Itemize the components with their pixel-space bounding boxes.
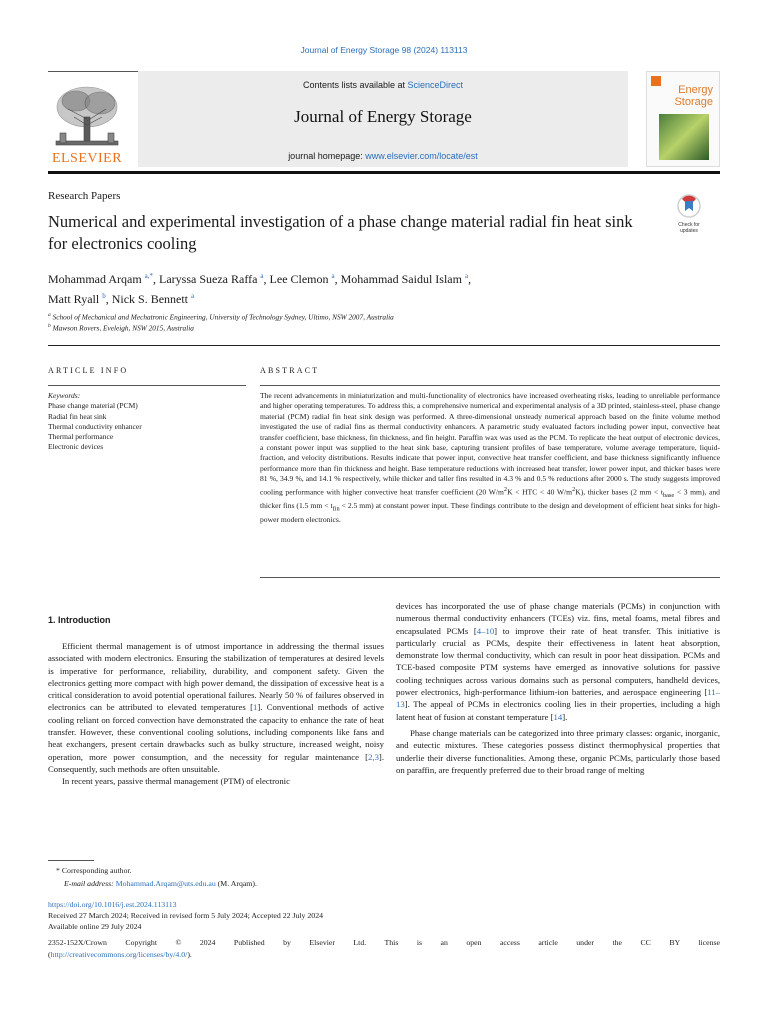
license-url-line bbox=[48, 949, 720, 960]
author-name[interactable]: Mohammad Arqam bbox=[48, 272, 142, 286]
email-link[interactable]: Mohammad.Arqam@uts.edu.au bbox=[115, 879, 216, 888]
keyword-item: Phase change material (PCM) bbox=[48, 401, 138, 411]
paren-close: ). bbox=[187, 950, 192, 959]
paren-open: ( bbox=[48, 950, 51, 959]
journal-cover-thumbnail[interactable] bbox=[646, 71, 720, 167]
abstract-sup: 2 bbox=[572, 485, 576, 493]
author-name[interactable]: Mohammad Saidul Islam bbox=[340, 272, 462, 286]
paper-title: Numerical and experimental investigation of a phase change material radial fin heat sink for electronics cooling bbox=[48, 212, 633, 253]
author-affil-sup[interactable]: a,* bbox=[144, 272, 154, 280]
cover-image bbox=[659, 114, 709, 160]
cover-title-1: Energy bbox=[678, 84, 713, 96]
footnote-text: Corresponding author. bbox=[61, 866, 132, 875]
masthead bbox=[48, 71, 628, 167]
body-text: ]. Conventional methods of active cooling reliant on forced convection have demonstrated the capacity to enhance the rate of heat transfer. However, these conventional cooling solutions, including components like fans and heat exchangers, present certain drawbacks such as bulky structure, increased weight, noisy operation, more power consumption, and the necessity for regular maintenance [ bbox=[48, 702, 385, 762]
homepage-line bbox=[138, 151, 628, 161]
abstract-heading: ABSTRACT bbox=[260, 366, 320, 375]
contents-prefix: Contents lists available at bbox=[302, 80, 408, 90]
email-suffix: (M. Arqam). bbox=[215, 879, 257, 888]
author-sep: , bbox=[468, 272, 472, 286]
journal-title: Journal of Energy Storage bbox=[294, 107, 472, 126]
cover-logo-icon bbox=[651, 76, 661, 86]
homepage-link[interactable]: www.elsevier.com/locate/est bbox=[365, 151, 478, 161]
author-name[interactable]: Lee Clemon bbox=[269, 272, 329, 286]
license-link[interactable]: http://creativecommons.org/licenses/by/4.0/ bbox=[50, 950, 188, 959]
author-affil-sup[interactable]: a bbox=[331, 272, 335, 280]
keywords-block bbox=[48, 391, 246, 453]
body-text: ]. bbox=[562, 711, 568, 722]
author-name[interactable]: Nick S. Bennett bbox=[111, 292, 189, 306]
keyword-item: Radial fin heat sink bbox=[48, 411, 107, 421]
crossmark-label-2: updates bbox=[680, 228, 698, 234]
citation-link[interactable]: 14 bbox=[553, 711, 563, 722]
author-sep: , bbox=[105, 292, 112, 306]
abstract-sup: 2 bbox=[503, 485, 508, 493]
body-paragraph bbox=[396, 600, 720, 723]
abstract-sub: base bbox=[662, 491, 675, 499]
received-dates: Received 27 March 2024; Received in revised form 5 July 2024; Accepted 22 July 2024 bbox=[48, 911, 323, 920]
body-column-left bbox=[48, 640, 384, 788]
body-text: ]. Consequently, such methods are often unsuitable. bbox=[48, 751, 384, 774]
article-meta bbox=[48, 899, 720, 932]
abstract-sub: fin bbox=[332, 505, 340, 513]
header-thick-rule bbox=[48, 171, 720, 174]
citation-link[interactable]: 2,3 bbox=[368, 751, 379, 762]
author-sep: , bbox=[334, 272, 341, 286]
article-info-heading: ARTICLE INFO bbox=[48, 366, 129, 375]
masthead-center bbox=[138, 71, 628, 167]
body-text: devices has incorporated the use of phase change materials (PCMs) in conjunction with numerous thermal conductivity enhancers (TCEs) viz. fins, metal foams, metal fibres and encapsulated PCMs [ bbox=[396, 601, 720, 636]
check-for-updates-icon[interactable] bbox=[672, 193, 706, 235]
author-name[interactable]: Laryssa Sueza Raffa bbox=[159, 272, 258, 286]
publisher-wordmark: ELSEVIER bbox=[51, 151, 123, 166]
introduction-heading: 1. Introduction bbox=[48, 615, 111, 625]
author-name[interactable]: Matt Ryall bbox=[48, 292, 100, 306]
footnote-rule bbox=[48, 860, 94, 861]
abstract-body: < 3 mm), and thicker fins (1.5 mm < t bbox=[260, 487, 720, 511]
article-info-rule bbox=[48, 385, 246, 386]
author-list bbox=[48, 268, 648, 308]
author-affil-sup[interactable]: a bbox=[191, 292, 195, 300]
license-line: 2352-152X/Crown Copyright © 2024 Published by Elsevier Ltd. This is an open access article under the CC BY license bbox=[48, 938, 720, 947]
email-label: E-mail address: bbox=[64, 879, 116, 888]
contents-line bbox=[138, 80, 628, 90]
abstract-body: < 2.5 mm) at constant power input. These findings contribute to the design and development of efficient heat sinks for high-power modern electronics. bbox=[260, 501, 720, 525]
citation-link[interactable]: 4–10 bbox=[476, 625, 495, 636]
abstract-body: K < HTC < 40 W/m bbox=[507, 487, 573, 497]
affiliation-sup: b bbox=[48, 323, 51, 329]
keyword-item: Thermal performance bbox=[48, 432, 114, 442]
affiliation bbox=[48, 323, 194, 332]
author-affil-sup[interactable]: a bbox=[464, 272, 469, 280]
keyword-item: Thermal conductivity enhancer bbox=[48, 421, 142, 431]
affiliation-text: School of Mechanical and Mechatronic Engineering, University of Technology Sydney, Ultimo, NSW 2007, Australia bbox=[52, 312, 394, 322]
affiliation bbox=[48, 312, 394, 321]
section-type: Research Papers bbox=[48, 190, 121, 202]
body-text: ]. The appeal of PCMs in electronics cooling lies in their properties, including a high latent heat of fusion at constant temperature [ bbox=[396, 699, 720, 722]
affiliation-sup: a bbox=[48, 312, 51, 318]
body-text: Efficient thermal management is of utmost importance in addressing the thermal issues associated with modern electronics. Ensuring the stabilization of temperatures at desired levels is imperative for performance, reliability, durability, and component safety. Given the electronics getting more compact with high power demand, the dissipation of excessive heat is a critical consideration to avoid potential operational failures. Nearly 50 % of failures observed in electronics can be attributed to elevated temperatures [ bbox=[48, 641, 384, 713]
keyword-item: Electronic devices bbox=[48, 442, 104, 452]
abstract-bottom-rule bbox=[260, 577, 720, 578]
footnote-corresponding: * Corresponding author. bbox=[56, 866, 132, 875]
abstract-body: K), thicker bases (2 mm < t bbox=[575, 487, 663, 497]
footnote-email bbox=[64, 879, 257, 888]
abstract-rule bbox=[260, 385, 720, 386]
keywords-label: Keywords: bbox=[48, 391, 81, 400]
body-text: ] to improve their rate of heat transfer. This initiative is particularly crucial as PCMs, despite their effectiveness in latent heat absorption, demonstrate low thermal conductivity, which can result in poor heat dissipation. PCMs and TCE-based composite PTM systems have emerged as innovative solutions for passive cooling techniques across various domains such as personal computers, handheld devices, power electronics, high-performance lithium-ion batteries, and aerospace engineering [ bbox=[396, 625, 720, 698]
available-online: Available online 29 July 2024 bbox=[48, 922, 142, 931]
homepage-prefix: journal homepage: bbox=[288, 151, 366, 161]
abstract-body: The recent advancements in miniaturization and multi-functionality of electronics have increased overheating risks, leading to unreliable performance and higher operating temperatures. To address this, a comprehensive numerical and experimental analysis of a 3D printed, stainless-steel, phase change material (PCM) radial fin heat sink design was performed. A three-dimensional unsteady numerical approach based on the finite volume method investigated the use of radial fins as thermal conductivity enhancers. A parametric study evaluated factors including power input, convective heat transfer coefficient, base thickness, fin thickness, and fin height. Paraffin wax was used as the PCM. To replicate the heat output of electronic devices, a constant power input was supplied to the heat sink base, capturing transient profiles of base temperature, volume average temperature, liquid-fraction, and velocity distributions. Results indicate that power input, convective heat transfer coefficient, and base thickness significantly influence performance more than fin thickness and height. Base temperature reductions with increased heat transfer, lower power input, and thicker bases were 81 %, 34.9 %, and 14.1 % respectively, while thicker and taller fins resulted in 4.3 % and 0.5 % reductions after 2000 s. The study suggests improved cooling performance with higher convective heat transfer coefficient (20 W/m bbox=[260, 391, 720, 497]
body-paragraph: Phase change materials can be categorized into three primary classes: organic, inorganic, and eutectic mixtures. These categories possess distinct thermophysical properties that underlie their diverse functionalities. Among these, organic PCMs, particularly those based on paraffin, are frequently preferred due to their broad range of melting bbox=[396, 727, 720, 775]
author-affil-sup[interactable]: b bbox=[102, 292, 106, 300]
journal-citation[interactable]: Journal of Energy Storage 98 (2024) 113113 bbox=[300, 45, 468, 55]
abstract-text bbox=[260, 391, 720, 525]
body-column-right bbox=[396, 600, 720, 776]
sciencedirect-link[interactable]: ScienceDirect bbox=[407, 80, 464, 90]
crossmark-label-1: Check for bbox=[678, 222, 700, 228]
affiliation-text: Mawson Rovers, Eveleigh, NSW 2015, Australia bbox=[52, 323, 194, 333]
doi-link[interactable]: https://doi.org/10.1016/j.est.2024.113113 bbox=[48, 900, 177, 909]
cover-title-2: Storage bbox=[674, 96, 713, 108]
citation-link[interactable]: 1 bbox=[253, 702, 258, 713]
author-affil-sup[interactable]: a bbox=[260, 272, 264, 280]
body-paragraph: In recent years, passive thermal management (PTM) of electronic bbox=[62, 776, 290, 787]
body-paragraph bbox=[48, 640, 384, 775]
author-sep: , bbox=[153, 272, 160, 286]
header-divider bbox=[48, 345, 720, 346]
citation-link[interactable]: 11–13 bbox=[396, 687, 720, 710]
author-sep: , bbox=[263, 272, 270, 286]
